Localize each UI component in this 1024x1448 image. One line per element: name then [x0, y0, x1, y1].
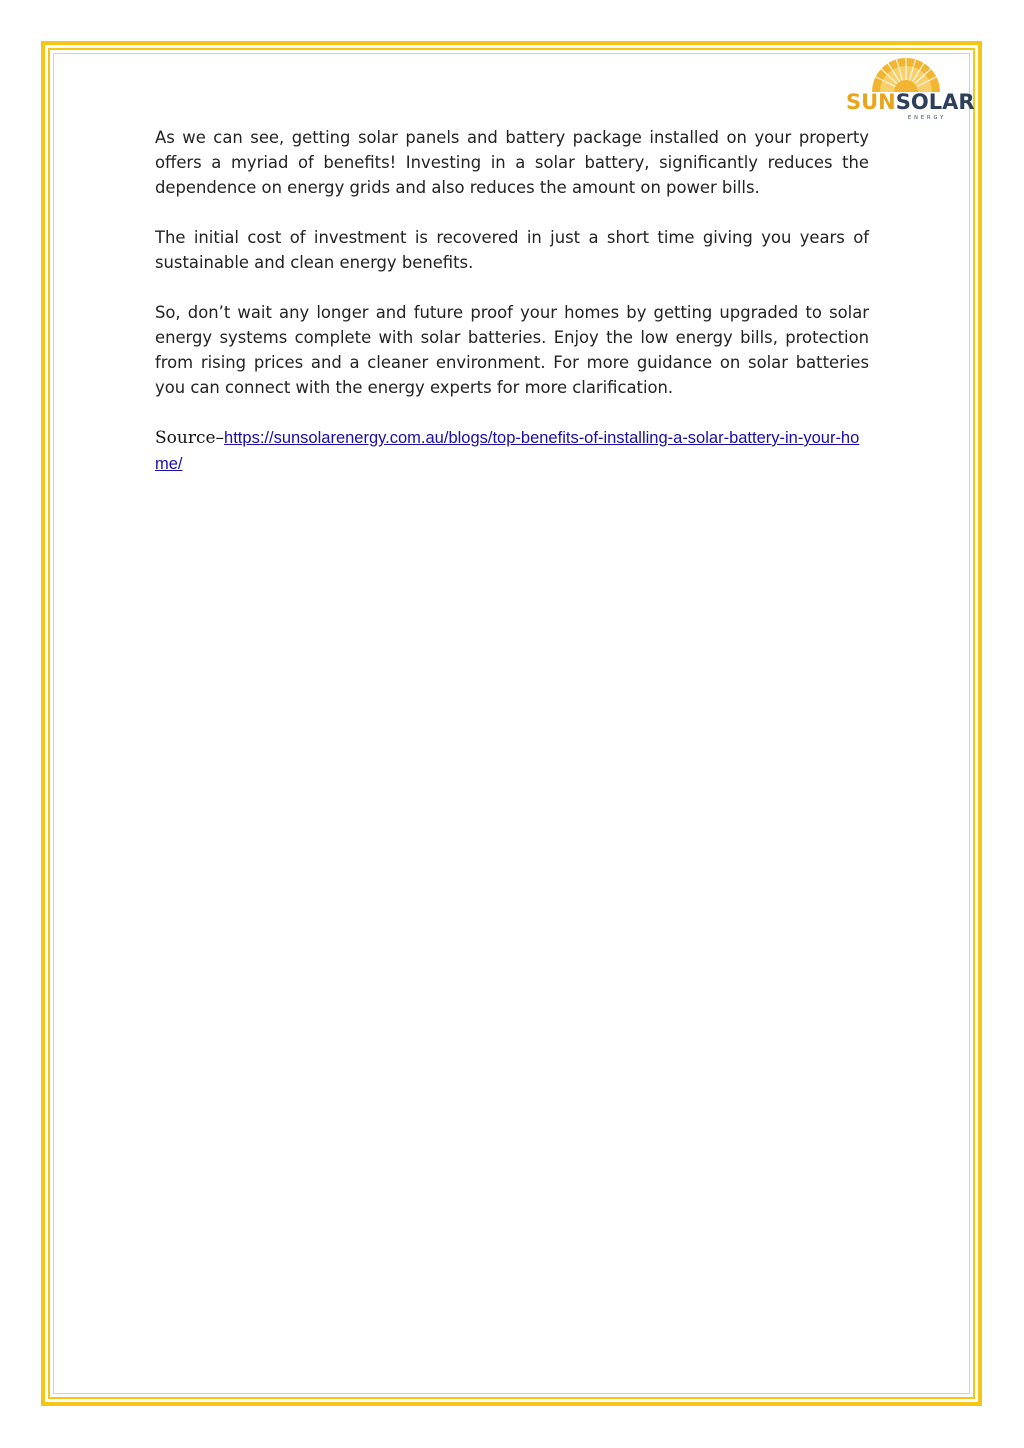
document-body [155, 125, 869, 477]
source-label: Source [155, 428, 216, 448]
sunsolar-logo [846, 56, 975, 126]
paragraph-benefits: As we can see, getting solar panels and battery package installed on your property offers a myriad of benefits! Investing in a solar battery, significantly reduces the dependence on energy grids and also reduces the amount on power bills. [155, 128, 869, 197]
logo-sun-text: SUN [846, 90, 896, 114]
paragraph-call-to-action: So, don’t wait any longer and future proof your homes by getting upgraded to solar energy systems complete with solar batteries. Enjoy the low energy bills, protection from rising prices and a cleaner environment. For more guidance on solar batteries you can connect with the energy experts for more clarification. [155, 303, 869, 397]
source-link[interactable]: https://sunsolarenergy.com.au/blogs/top-benefits-of-installing-a-solar-battery-in-your-home/ [155, 429, 860, 473]
logo-wordmark [846, 90, 975, 114]
source-line [155, 425, 869, 477]
logo-subtitle: ENERGY [908, 115, 947, 121]
source-separator: – [215, 428, 225, 448]
logo-solar-text: SOLAR [895, 90, 975, 114]
paragraph-investment: The initial cost of investment is recovered in just a short time giving you years of sustainable and clean energy benefits. [155, 228, 869, 272]
